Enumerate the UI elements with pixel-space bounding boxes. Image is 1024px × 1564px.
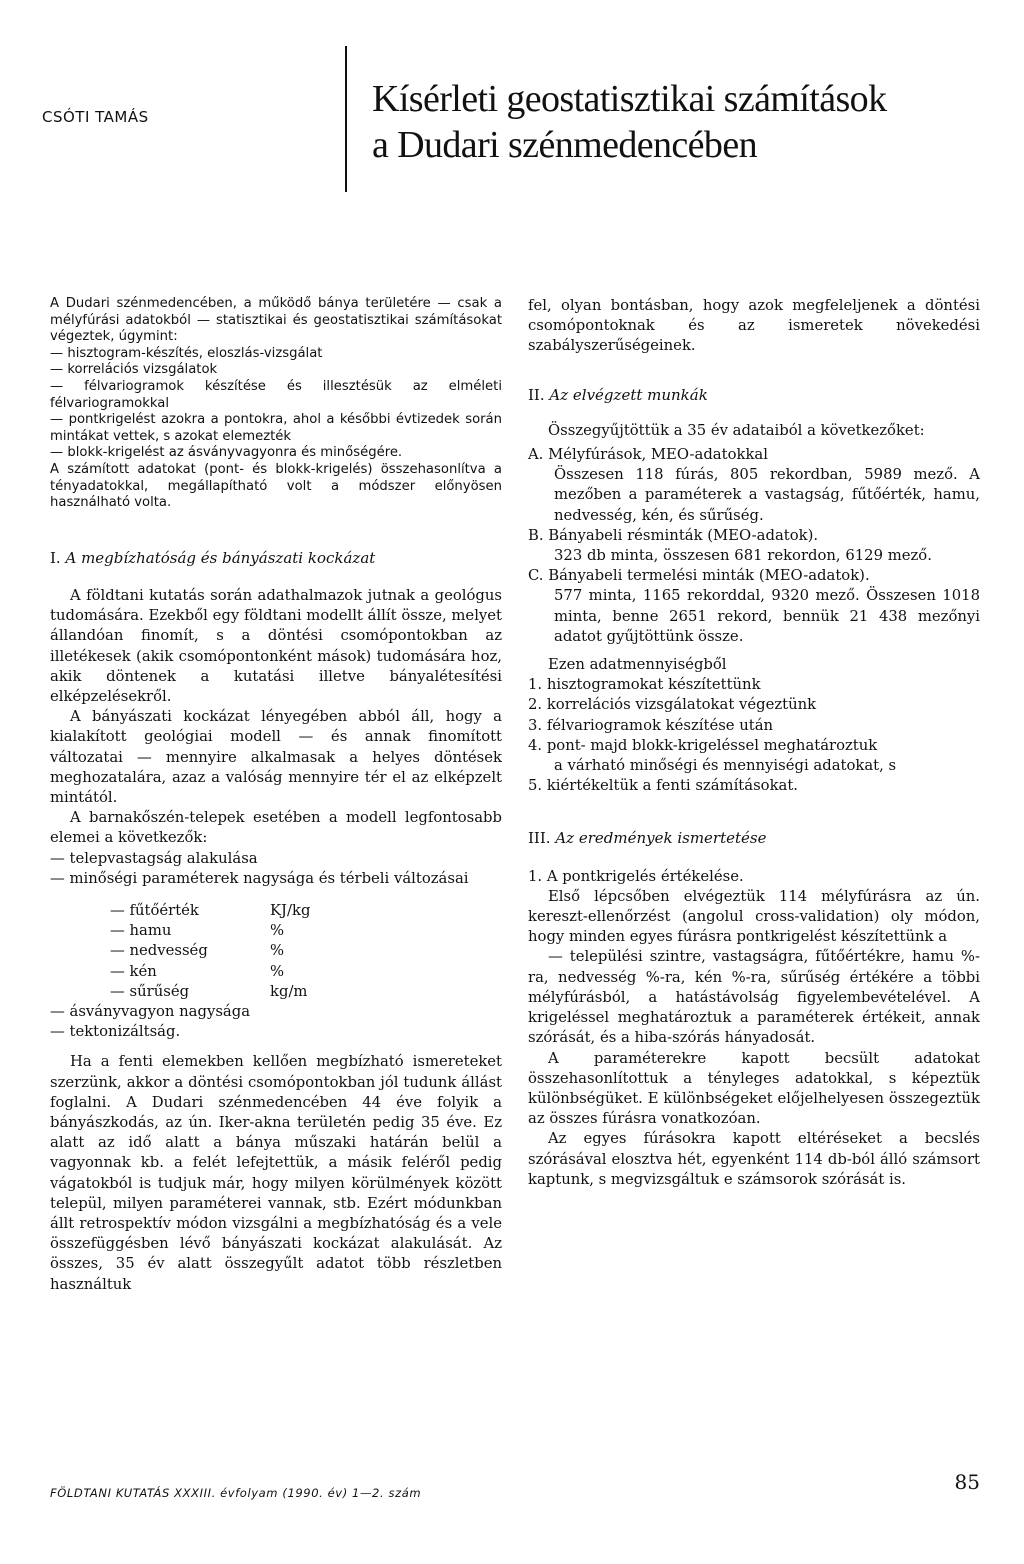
page-number: 85 [954,1470,980,1494]
abstract [50,296,502,512]
data-source-a [528,445,980,465]
parameter-unit: % [270,962,285,980]
header-divider [345,46,347,192]
abstract-conclusion: A számított adatokat (pont- és blokk-krigelés) összehasonlítva a tényadatokkal, megállapítható volt a módszer előnyösen használható volta. [50,461,502,511]
abstract-item: — korrelációs vizsgálatok [50,362,218,378]
title-line-2: a Dudari szénmedencében [372,124,757,166]
parameter-unit: % [270,922,285,940]
paragraph: A barnakőszén-telepek esetében a modell legfontosabb elemei a következők: [50,809,502,847]
data-source-b-detail: 323 db minta, összesen 681 rekordon, 6129 mező. [554,547,932,565]
section-1-title: A megbízhatóság és bányászati kockázat [65,548,376,567]
data-source-a-detail: Összesen 118 fúrás, 805 rekordban, 5989 mező. A mezőben a paraméterek a vastagság, fűtőérték, hamu, nedvesség, kén, és sűrűség. [554,466,980,524]
section-3-title: Az eredmények ismertetése [555,829,767,848]
list-title: Bányabeli résminták (MEO-adatok). [548,526,819,544]
parameter-unit-table [110,901,502,1002]
section-1-number: I. [50,548,61,567]
abstract-item: — félvariogramok készítése és illesztésük az elméleti félvariogramokkal [50,378,502,411]
section-1 [50,548,502,1295]
paragraph: Első lépcsőben elvégeztük 114 mélyfúrásra az ún. kereszt-ellenőrzést (angolul cross-validation) oly módon, hogy minden egyes fúrásra pontkrigelést készítettünk a [528,887,980,946]
section-3-number: III. [528,829,551,848]
section-1-heading [50,548,502,568]
list-label: C. [528,567,544,585]
abstract-item: — blokk-krigelést az ásványvagyonra és minőségére. [50,445,403,461]
step-item-continued: a várható minőségi és mennyiségi adatokat, s [554,757,897,775]
abstract-intro: A Dudari szénmedencében, a működő bánya területére — csak a mélyfúrási adatokból — statisztikai és geostatisztikai számításokat végeztek, úgymint: [50,296,502,345]
list-item: — tektonizáltság. [50,1023,181,1041]
data-source-b [528,526,980,546]
abstract-item: — hisztogram-készítés, eloszlás-vizsgálat [50,345,323,361]
page-footer [50,1470,980,1500]
paragraph: Az egyes fúrásokra kapott eltéréseket a becslés szórásával elosztva hét, egyenként 114 db-ból álló számsort kaptunk, s megvizsgáltuk e számsorok szórását is. [528,1130,980,1188]
paragraph: — települési szintre, vastagságra, fűtőértékre, hamu %-ra, nedvesség %-ra, kén %-ra, sűrűség értékére a többi mélyfúrásból, a hatástávolság figyelembevételével. A krigeléssel meghatároztuk a paraméterek értékeit, annak szórását, és a hiba-szórás hányadosát. [528,948,980,1047]
data-source-c-detail: 577 minta, 1165 rekorddal, 9320 mező. Összesen 1018 minta, benne 2651 rekord, bennük 21 438 mezőnyi adatot gyűjtöttünk össze. [554,587,980,645]
parameter-unit: KJ/kg [270,901,311,919]
title-line-1: Kísérleti geostatisztikai számítások [372,78,887,120]
parameter-unit: % [270,942,285,960]
step-item: 2. korrelációs vizsgálatokat végeztünk [528,696,817,714]
paragraph: Összegyűjtöttük a 35 év adataiból a következőket: [548,421,925,439]
parameter-unit: kg/m [270,982,308,1000]
parameter-name: — hamu [110,922,172,940]
parameter-name: — fűtőérték [110,901,199,919]
section-3-heading [528,828,980,848]
paragraph: A paraméterekre kapott becsült adatokat összehasonlítottuk a tényleges adatokkal, s képeztük különbségüket. E különbségeket előjelhelyesen összegeztük az összes fúrásra vonatkozóan. [528,1049,980,1128]
journal-citation: FÖLDTANI KUTATÁS XXXIII. évfolyam (1990. év) 1—2. szám [50,1486,422,1500]
list-title: Bányabeli termelési minták (MEO-adatok). [548,567,870,585]
list-title: Mélyfúrások, MEO-adatokkal [548,446,768,464]
section-2-title: Az elvégzett munkák [549,385,708,404]
left-column [50,296,502,1295]
parameter-name: — sűrűség [110,982,190,1000]
right-column [528,296,980,1190]
step-item: 5. kiértékeltük a fenti számításokat. [528,777,799,795]
list-item: — telepvastagság alakulása [50,849,258,867]
paragraph: Ha a fenti elemekben kellően megbízható ismereteket szerzünk, akkor a döntési csomópontokban jól tudunk állást foglalni. A Dudari szénmedencében 44 éve folyik a bányászkodás, az ún. Iker-akna területén pedig 35 éve. Ez alatt az idő alatt a bánya műszaki határán belül a vagyonnak kb. a felét lefejtettük, a másik feléről pedig vágatokból is tudjuk már, hogy milyen körülmények között települ, milyen paraméterei vannak, stb. Ezért módunkban állt retrospektív módon vizsgálni a megbízhatóság és a vele összefüggésben lévő bányászati kockázat alakulását. Az összes, 35 év alatt összegyűlt adatot több részletben használtuk [50,1053,502,1293]
list-item: — minőségi paraméterek nagysága és térbeli változásai [50,869,469,887]
step-item: 4. pont- majd blokk-krigeléssel meghatároztuk [528,736,878,754]
paragraph: A bányászati kockázat lényegében abból áll, hogy a kialakított geológiai modell — és annak finomított változatai — mennyire alkalmasak a helyes döntések meghozatalára, azaz a valóság mennyire tér el az elképzelt mintától. [50,708,502,806]
parameter-name: — kén [110,962,157,980]
abstract-item: — pontkrigelést azokra a pontokra, ahol a későbbi évtizedek során mintákat vettek, s azokat elemezték [50,412,502,444]
paragraph: A földtani kutatás során adathalmazok jutnak a geológus tudomására. Ezekből egy földtani modellt állít össze, melyet állandóan finomít, s a döntési csomópontokban az illetékesek (akik csomópontonként mások) tudomására hoz, akik döntenek a kutatási illetve bányalétesítési elképzelésekről. [50,586,502,705]
paragraph: Ezen adatmennyiségből [548,656,727,674]
article-title [372,76,886,168]
step-item: 1. hisztogramokat készítettünk [528,676,761,694]
parameter-name: — nedvesség [110,942,208,960]
list-item: — ásványvagyon nagysága [50,1002,251,1020]
list-label: A. [528,446,544,464]
section-2-heading [528,385,980,405]
data-source-c [528,566,980,586]
step-item: 3. félvariogramok készítése után [528,716,774,734]
list-label: B. [528,526,544,544]
subsection-heading: 1. A pontkrigelés értékelése. [528,867,744,885]
section-2-number: II. [528,385,545,404]
paragraph-continued: fel, olyan bontásban, hogy azok megfeleljenek a döntési csomópontoknak és az ismeretek növekedési szabályszerűségeinek. [528,297,980,355]
author-name: CSÓTI TAMÁS [42,108,149,126]
article-header [0,0,1024,200]
